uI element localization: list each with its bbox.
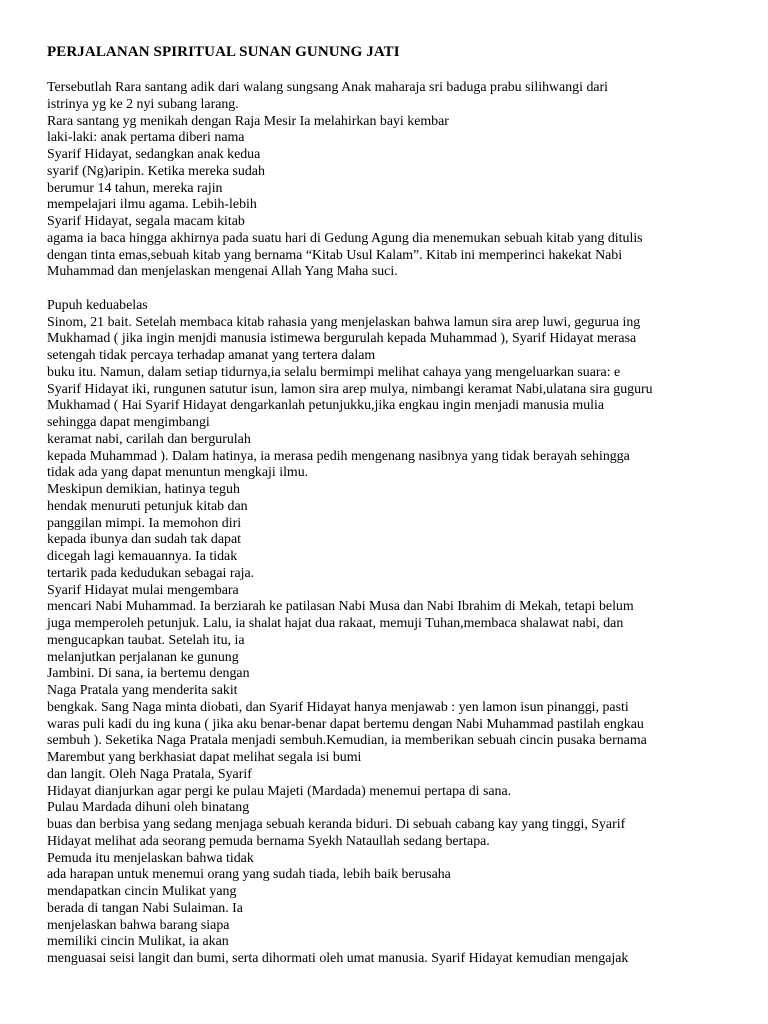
body-line: Syarif Hidayat, sedangkan anak kedua — [47, 147, 261, 162]
body-line: istrinya yg ke 2 nyi subang larang. — [47, 96, 239, 112]
body-line: Syarif Hidayat, segala macam kitab — [47, 214, 245, 229]
body-line: Mukhamad ( jika ingin menjdi manusia istimewa bergurulah kepada Muhammad ), Syarif Hidayat merasa — [47, 331, 637, 347]
body-line: menjelaskan bahwa barang siapa — [47, 917, 230, 933]
body-line: keramat nabi, carilah dan bergurulah — [47, 431, 251, 447]
body-line: Rara santang yg menikah dengan Raja Mesir Ia melahirkan bayi kembar — [47, 113, 449, 129]
body-line: Hidayat melihat ada seorang pemuda bernama Syekh Nataullah sedang bertapa. — [47, 833, 490, 849]
body-line: Syarif Hidayat mulai mengembara — [47, 582, 239, 598]
body-line: Muhammad dan menjelaskan mengenai Allah Yang Maha suci. — [47, 264, 398, 280]
body-line: setengah tidak percaya terhadap amanat yang tertera dalam — [47, 348, 376, 363]
body-line: melanjutkan perjalanan ke gunung — [47, 649, 239, 665]
body-line: juga memperoleh petunjuk. Lalu, ia shalat hajat dua rakaat, memuji Tuhan,membaca shalawat nabi, dan — [47, 616, 624, 631]
body-line: waras puli kadi du ing kuna ( jika aku benar-benar dapat bertemu dengan Nabi Muhammad pastilah engkau — [47, 716, 644, 732]
body-line: mengucapkan taubat. Setelah itu, ia — [47, 632, 245, 648]
body-line: laki-laki: anak pertama diberi nama — [47, 130, 245, 146]
body-line: mencari Nabi Muhammad. Ia berziarah ke patilasan Nabi Musa dan Nabi Ibrahim di Mekah, tetapi belum — [47, 599, 634, 615]
body-line: sembuh ). Seketika Naga Pratala menjadi sembuh.Kemudian, ia memberikan sebuah cincin pusaka bernama — [47, 733, 647, 749]
body-line: Marembut yang berkhasiat dapat melihat segala isi bumi — [47, 750, 362, 765]
body-line: Meskipun demikian, hatinya teguh — [47, 482, 240, 497]
body-line: Pulau Mardada dihuni oleh binatang — [47, 800, 250, 816]
body-line: sehingga dapat mengimbangi — [47, 415, 210, 430]
body-line: ada harapan untuk menemui orang yang sudah tiada, lebih baik berusaha — [47, 867, 451, 883]
body-line: Naga Pratala yang menderita sakit — [47, 683, 238, 698]
body-line: Hidayat dianjurkan agar pergi ke pulau Majeti (Mardada) menemui pertapa di sana. — [47, 783, 512, 799]
body-line: mempelajari ilmu agama. Lebih-lebih — [47, 197, 257, 213]
body-line: memiliki cincin Mulikat, ia akan — [47, 934, 229, 950]
body-line: mendapatkan cincin Mulikat yang — [47, 884, 237, 899]
document-body — [47, 80, 763, 968]
body-line: kepada Muhammad ). Dalam hatinya, ia merasa pedih mengenang nasibnya yang tidak berayah sehingga — [47, 448, 630, 464]
body-line: kepada ibunya dan sudah tak dapat — [47, 532, 242, 548]
body-line: buas dan berbisa yang sedang menjaga sebuah keranda biduri. Di sebuah cabang kay yang tinggi, Syarif — [47, 817, 626, 832]
body-line: Jambini. Di sana, ia bertemu dengan — [47, 666, 250, 682]
body-line: tidak ada yang dapat menuntun mengkaji ilmu. — [47, 465, 309, 481]
body-line: dicegah lagi kemauannya. Ia tidak — [47, 549, 238, 564]
body-line: agama ia baca hingga akhirnya pada suatu hari di Gedung Agung dia menemukan sebuah kitab yang ditulis — [47, 230, 643, 246]
body-line: Pemuda itu menjelaskan bahwa tidak — [47, 850, 254, 866]
body-line: Syarif Hidayat iki, rungunen satutur isun, lamon sira arep mulya, nimbangi keramat Nabi,ulatana sira guguru — [47, 381, 653, 397]
body-line: bengkak. Sang Naga minta diobati, dan Syarif Hidayat hanya menjawab : yen lamon isun pinanggi, pasti — [47, 699, 629, 715]
body-line: Sinom, 21 bait. Setelah membaca kitab rahasia yang menjelaskan bahwa lamun sira arep luwi, gegurua ing — [47, 314, 641, 330]
body-line: berada di tangan Nabi Sulaiman. Ia — [47, 900, 243, 916]
body-line: buku itu. Namun, dalam setiap tidurnya,ia selalu bermimpi melihat cahaya yang mengeluarkan suara: e — [47, 364, 621, 380]
body-line: menguasai seisi langit dan bumi, serta dihormati oleh umat manusia. Syarif Hidayat kemudian mengajak — [47, 951, 629, 966]
document-title: PERJALANAN SPIRITUAL SUNAN GUNUNG JATI — [47, 44, 400, 60]
body-line: Pupuh keduabelas — [47, 297, 148, 313]
body-line: Tersebutlah Rara santang adik dari walang sungsang Anak maharaja sri baduga prabu silihwangi dari — [47, 80, 609, 95]
body-line: dengan tinta emas,sebuah kitab yang bernama “Kitab Usul Kalam”. Kitab ini memperinci hakekat Nabi — [47, 247, 623, 263]
body-line: berumur 14 tahun, mereka rajin — [47, 180, 223, 196]
body-line: dan langit. Oleh Naga Pratala, Syarif — [47, 766, 252, 782]
body-line: syarif (Ng)aripin. Ketika mereka sudah — [47, 163, 265, 179]
body-line: hendak menuruti petunjuk kitab dan — [47, 498, 248, 514]
body-line: tertarik pada kedudukan sebagai raja. — [47, 565, 255, 581]
body-line: Mukhamad ( Hai Syarif Hidayat dengarkanlah petunjukku,jika engkau ingin menjadi manusia mulia — [47, 398, 605, 414]
blank-line — [47, 281, 763, 298]
body-line: panggilan mimpi. Ia memohon diri — [47, 515, 242, 531]
